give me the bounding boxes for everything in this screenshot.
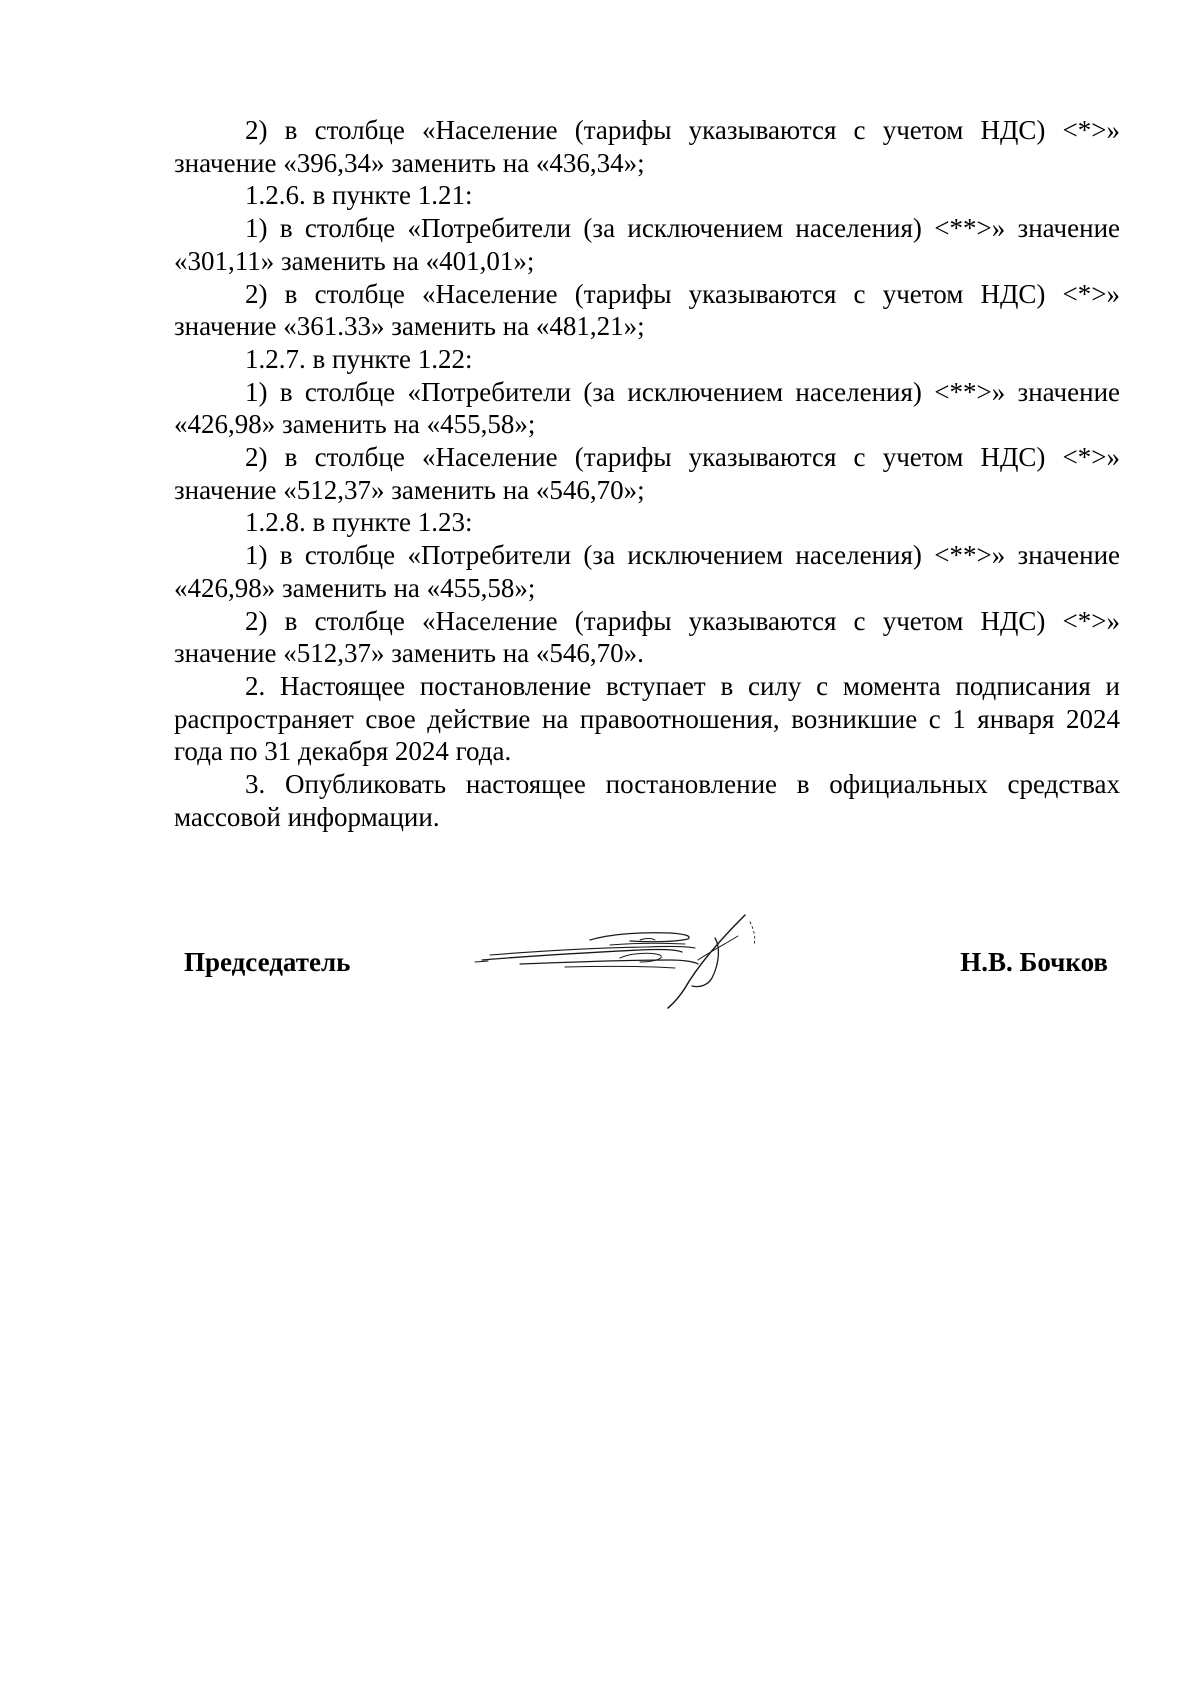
paragraph: 1.2.6. в пункте 1.21: — [245, 180, 473, 211]
paragraph: 1) в столбце «Потребители (за исключением населения) <**>» значение «426,98» заменить на «455,58»; — [174, 540, 1120, 603]
paragraph: 1.2.7. в пункте 1.22: — [245, 343, 473, 374]
document-body — [174, 114, 1120, 833]
paragraph: 2) в столбце «Население (тарифы указываются с учетом НДС) <*>» значение «512,37» заменить на «546,70»; — [174, 442, 1120, 505]
paragraph: 2. Настоящее постановление вступает в силу с момента подписания и распространяет свое действие на правоотношения, возникшие с 1 января 2024 года по 31 декабря 2024 года. — [174, 670, 1120, 767]
signatory-title: Председатель — [184, 947, 351, 977]
paragraph: 2) в столбце «Население (тарифы указываются с учетом НДС) <*>» значение «396,34» заменить на «436,34»; — [174, 115, 1120, 178]
paragraph: 2) в столбце «Население (тарифы указываются с учетом НДС) <*>» значение «512,37» заменить на «546,70». — [174, 605, 1120, 669]
paragraph: 3. Опубликовать настоящее постановление в официальных средствах массовой информации. — [174, 769, 1120, 832]
paragraph: 1.2.8. в пункте 1.23: — [245, 507, 473, 538]
signature-block — [0, 900, 1200, 1010]
paragraph: 2) в столбце «Население (тарифы указываются с учетом НДС) <*>» значение «361.33» заменить на «481,21»; — [174, 278, 1120, 342]
paragraph: 1) в столбце «Потребители (за исключением населения) <**>» значение «426,98» заменить на «455,58»; — [174, 376, 1120, 440]
signatory-name: Н.В. Бочков — [960, 947, 1108, 977]
handwritten-signature — [470, 900, 790, 1010]
paragraph: 1) в столбце «Потребители (за исключением населения) <**>» значение «301,11» заменить на «401,01»; — [174, 213, 1120, 276]
